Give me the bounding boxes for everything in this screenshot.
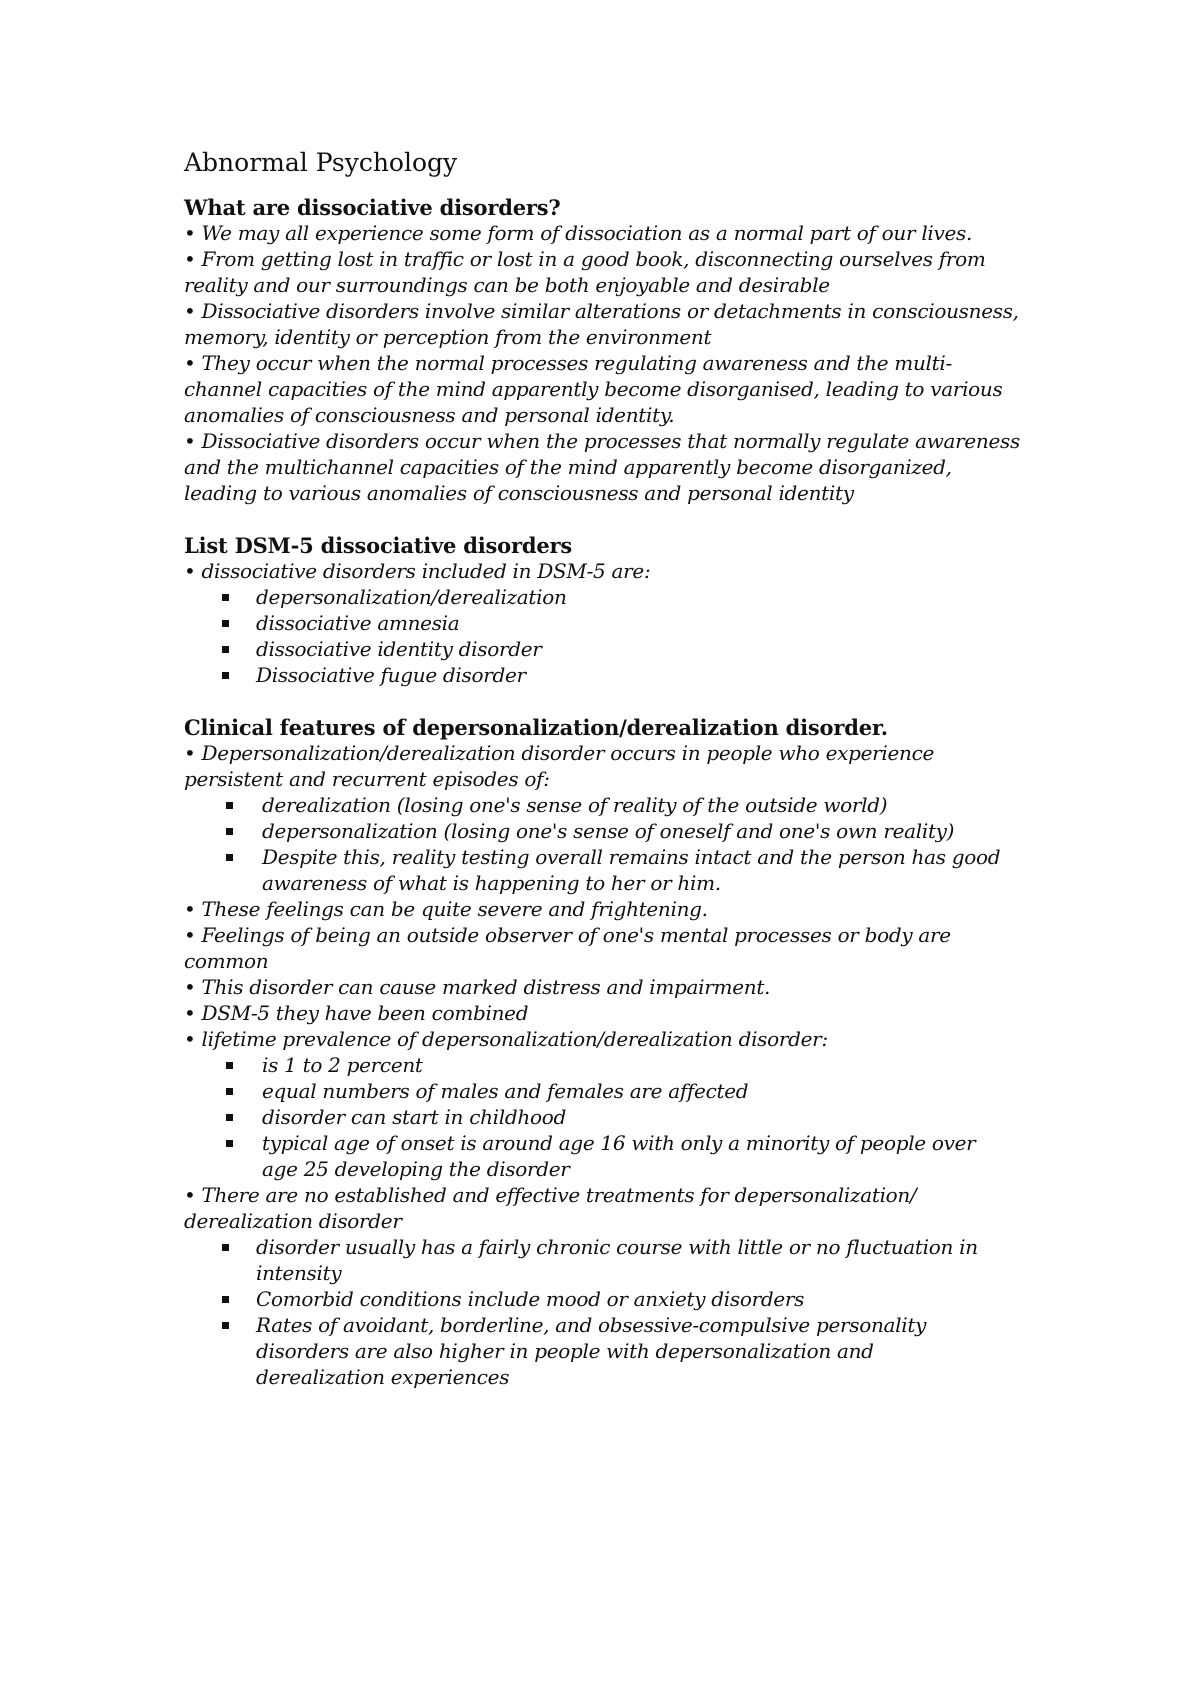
bullet-item: • DSM-5 they have been combined [184, 1001, 529, 1025]
bullet-dot-icon: • [184, 351, 196, 375]
bullet-dot-icon: • [184, 975, 196, 999]
bullet-continuation: memory, identity or perception from the environment [184, 325, 712, 349]
square-bullet-icon [226, 1140, 233, 1147]
bullet-continuation: channel capacities of the mind apparently become disorganised, leading to various [184, 377, 1003, 401]
section-heading: List DSM-5 dissociative disorders [184, 533, 572, 558]
bullet-continuation: derealization disorder [184, 1209, 402, 1233]
bullet-dot-icon: • [184, 923, 196, 947]
square-bullet-icon [222, 1244, 229, 1251]
bullet-dot-icon: • [184, 741, 196, 765]
bullet-dot-icon: • [184, 221, 196, 245]
square-bullet-icon [226, 854, 233, 861]
sub-bullet-item: typical age of onset is around age 16 with only a minority of people over [262, 1131, 976, 1155]
bullet-item: • There are no established and effective treatments for depersonalization/ [184, 1183, 917, 1207]
section-heading: Clinical features of depersonalization/derealization disorder. [184, 715, 888, 740]
sub-bullet-item: is 1 to 2 percent [262, 1053, 423, 1077]
sub-bullet-item: disorder usually has a fairly chronic course with little or no fluctuation in [256, 1235, 978, 1259]
sub-bullet-item: Dissociative fugue disorder [256, 663, 526, 687]
bullet-item: • dissociative disorders included in DSM-5 are: [184, 559, 651, 583]
bullet-dot-icon: • [184, 1027, 196, 1051]
sub-bullet-continuation: derealization experiences [256, 1365, 510, 1389]
square-bullet-icon [222, 646, 229, 653]
bullet-dot-icon: • [184, 559, 196, 583]
bullet-continuation: and the multichannel capacities of the mind apparently become disorganized, [184, 455, 952, 479]
sub-bullet-item: Rates of avoidant, borderline, and obsessive-compulsive personality [256, 1313, 927, 1337]
bullet-dot-icon: • [184, 1183, 196, 1207]
sub-bullet-continuation: awareness of what is happening to her or him. [262, 871, 721, 895]
bullet-item: • lifetime prevalence of depersonalization/derealization disorder: [184, 1027, 828, 1051]
bullet-item: • From getting lost in traffic or lost in a good book, disconnecting ourselves from [184, 247, 986, 271]
sub-bullet-continuation: age 25 developing the disorder [262, 1157, 570, 1181]
square-bullet-icon [222, 594, 229, 601]
bullet-item: • These feelings can be quite severe and frightening. [184, 897, 708, 921]
sub-bullet-item: derealization (losing one's sense of reality of the outside world) [262, 793, 888, 817]
sub-bullet-item: Comorbid conditions include mood or anxiety disorders [256, 1287, 805, 1311]
bullet-dot-icon: • [184, 429, 196, 453]
sub-bullet-item: equal numbers of males and females are affected [262, 1079, 749, 1103]
bullet-dot-icon: • [184, 1001, 196, 1025]
square-bullet-icon [222, 672, 229, 679]
document-title: Abnormal Psychology [184, 148, 458, 177]
sub-bullet-item: depersonalization/derealization [256, 585, 567, 609]
square-bullet-icon [226, 802, 233, 809]
bullet-continuation: common [184, 949, 269, 973]
bullet-item: • Depersonalization/derealization disorder occurs in people who experience [184, 741, 935, 765]
section-heading: What are dissociative disorders? [184, 195, 561, 220]
square-bullet-icon [226, 1088, 233, 1095]
sub-bullet-item: depersonalization (losing one's sense of oneself and one's own reality) [262, 819, 955, 843]
bullet-continuation: anomalies of consciousness and personal identity. [184, 403, 675, 427]
bullet-continuation: persistent and recurrent episodes of: [184, 767, 550, 791]
sub-bullet-item: dissociative identity disorder [256, 637, 542, 661]
square-bullet-icon [226, 1114, 233, 1121]
bullet-item: • They occur when the normal processes regulating awareness and the multi- [184, 351, 952, 375]
square-bullet-icon [222, 620, 229, 627]
bullet-item: • We may all experience some form of dissociation as a normal part of our lives. [184, 221, 973, 245]
square-bullet-icon [222, 1296, 229, 1303]
sub-bullet-item: dissociative amnesia [256, 611, 460, 635]
sub-bullet-continuation: disorders are also higher in people with depersonalization and [256, 1339, 874, 1363]
bullet-continuation: leading to various anomalies of consciousness and personal identity [184, 481, 854, 505]
square-bullet-icon [226, 1062, 233, 1069]
bullet-continuation: reality and our surroundings can be both enjoyable and desirable [184, 273, 830, 297]
bullet-dot-icon: • [184, 299, 196, 323]
bullet-item: • Dissociative disorders involve similar alterations or detachments in consciousness, [184, 299, 1019, 323]
sub-bullet-continuation: intensity [256, 1261, 342, 1285]
bullet-dot-icon: • [184, 247, 196, 271]
square-bullet-icon [222, 1322, 229, 1329]
sub-bullet-item: disorder can start in childhood [262, 1105, 566, 1129]
bullet-item: • Dissociative disorders occur when the processes that normally regulate awareness [184, 429, 1020, 453]
bullet-item: • This disorder can cause marked distress and impairment. [184, 975, 771, 999]
bullet-dot-icon: • [184, 897, 196, 921]
square-bullet-icon [226, 828, 233, 835]
sub-bullet-item: Despite this, reality testing overall remains intact and the person has good [262, 845, 1001, 869]
bullet-item: • Feelings of being an outside observer of one's mental processes or body are [184, 923, 951, 947]
